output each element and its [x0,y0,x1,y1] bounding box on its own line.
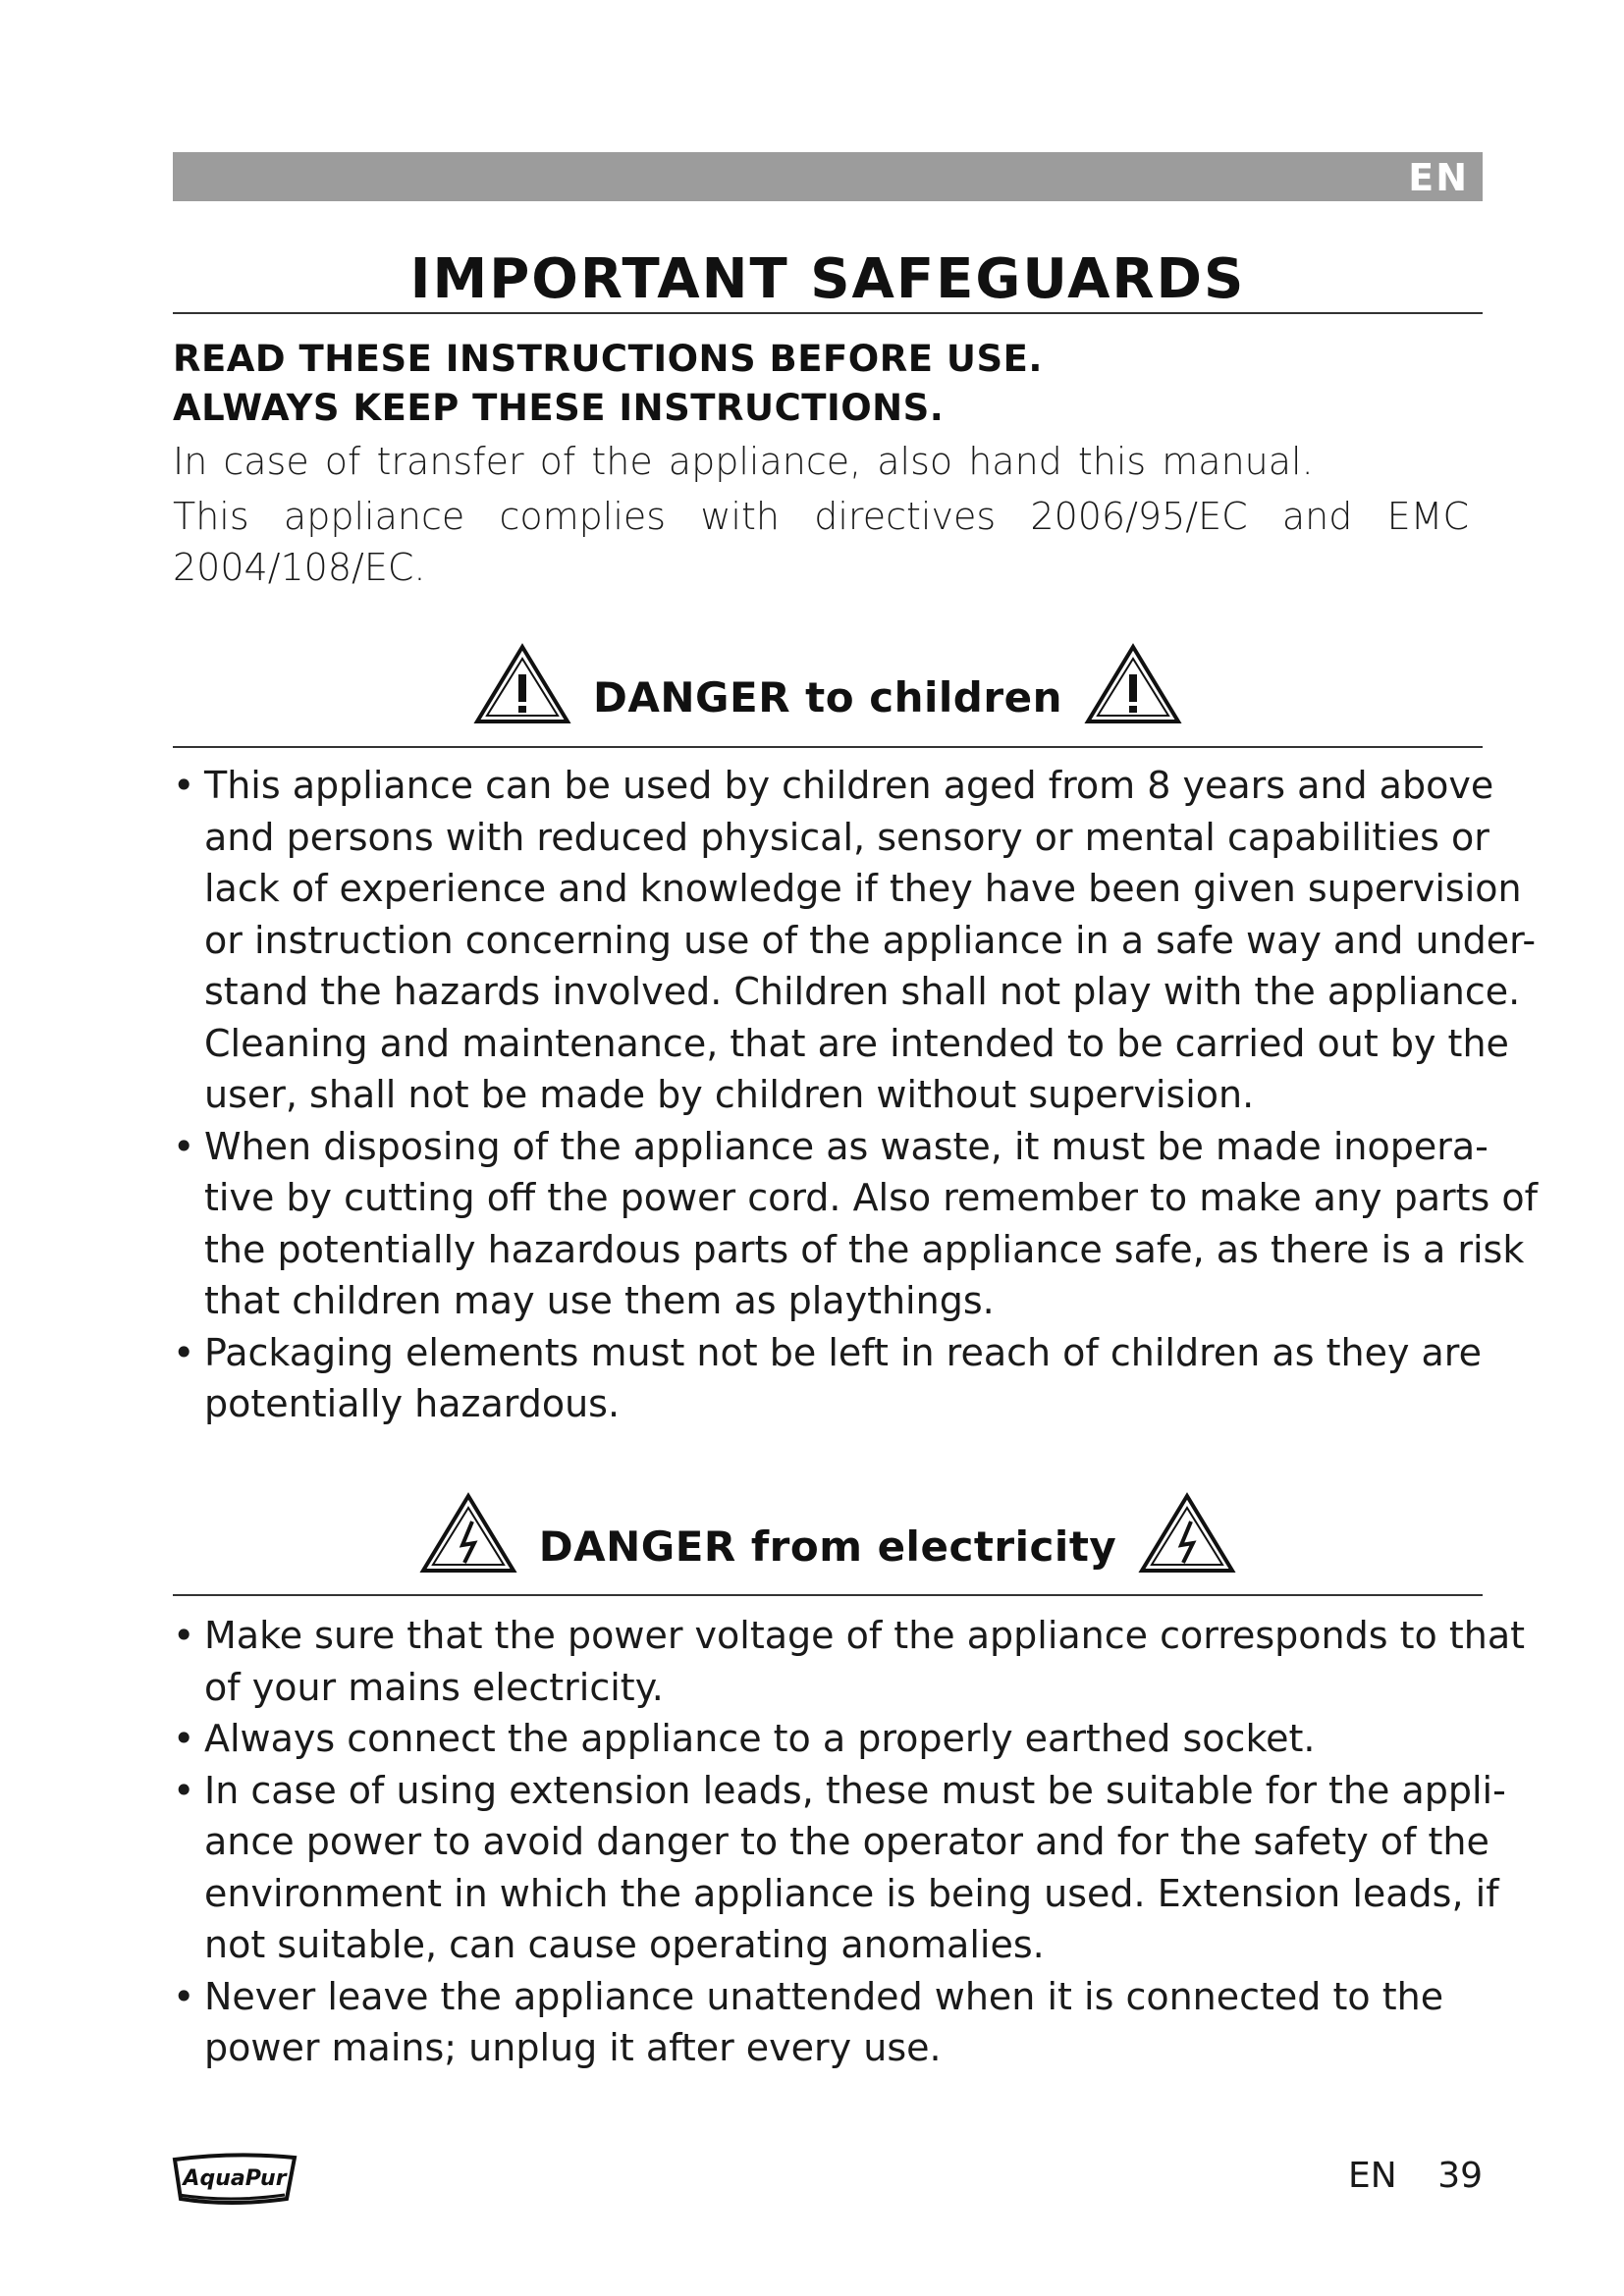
section-children-divider [173,746,1483,748]
section-children-heading: DANGER to children [593,673,1062,721]
children-safety-list [173,760,1543,1430]
logo-text: AquaPur [183,2166,287,2191]
intro-directives-note: This appliance complies with directives 2006/95/EC and EMC 2004/108/EC. [173,495,1469,589]
aquapur-logo [171,2150,298,2207]
intro-keep-instructions: ALWAYS KEEP THESE INSTRUCTIONS. [173,387,945,429]
section-electricity-header [173,1492,1483,1571]
intro-read-instructions: READ THESE INSTRUCTIONS BEFORE USE. [173,338,1043,380]
list-item: • In case of using extension leads, these must be suitable for the appli-ance power to avoid danger to the operator and for the safety of the environment in which the appliance is being used. Extension leads, if not suitable, can cause operating anomalies. [173,1765,1543,1971]
list-item: • Never leave the appliance unattended when it is connected to the power mains; unplug it after every use. [173,1971,1543,2074]
section-electricity-heading: DANGER from electricity [538,1522,1117,1571]
list-item: • Make sure that the power voltage of the appliance corresponds to that of your mains electricity. [173,1610,1543,1713]
warning-exclamation-icon [1084,643,1182,725]
warning-exclamation-icon [473,643,571,725]
language-bar [173,152,1483,201]
electricity-safety-list [173,1610,1543,2074]
list-item: • Always connect the appliance to a properly earthed socket. [173,1713,1543,1765]
page-title: IMPORTANT SAFEGUARDS [409,247,1246,311]
page-footer [1348,2156,1483,2196]
section-electricity-divider [173,1594,1483,1596]
language-badge: EN [1408,156,1469,199]
title-divider [173,312,1483,314]
list-item: • When disposing of the appliance as waste, it must be made inopera-tive by cutting off the power cord. Also remember to make any parts of the potentially hazardous parts of the appliance safe, as there is a risk that children may use them as playthings. [173,1121,1543,1327]
footer-language: EN [1348,2156,1397,2196]
warning-lightning-icon [419,1492,517,1575]
warning-lightning-icon [1138,1492,1236,1575]
list-item: • This appliance can be used by children aged from 8 years and above and persons with reduced physical, sensory or mental capabilities or lack of experience and knowledge if they have been given supervision or instruction concerning use of the appliance in a safe way and under-stand the hazards involved. Children shall not play with the appliance. Cleaning and maintenance, that are intended to be carried out by the user, shall not be made by children without supervision. [173,760,1543,1121]
intro-transfer-note: In case of transfer of the appliance, also hand this manual. [173,440,1314,483]
page-number: 39 [1437,2156,1483,2196]
list-item: • Packaging elements must not be left in reach of children as they are potentially hazardous. [173,1327,1543,1430]
section-children-header [173,643,1483,721]
